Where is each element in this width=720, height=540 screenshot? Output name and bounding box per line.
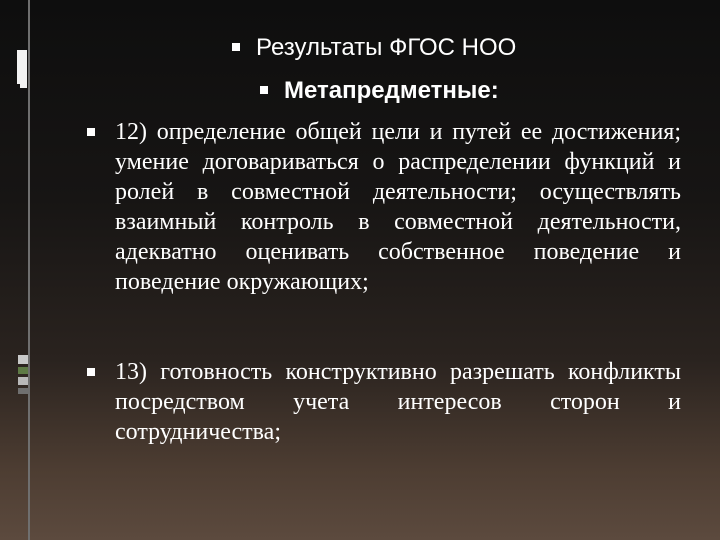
square-bullet-icon	[87, 128, 95, 136]
left-decorative-line	[28, 0, 30, 540]
decorative-block-top	[17, 50, 27, 84]
square-bullet-icon	[260, 86, 268, 94]
list-item: 13) готовность конструктивно разрешать конфликты посредством учета интересов сторон и сотрудничества;	[115, 359, 681, 445]
list-item: 12) определение общей цели и путей ее достижения; умение договариваться о распределении функций и ролей в совместной деятельности; осуществлять взаимный контроль в совместной деятельности, адекватно оценивать собственное поведение и поведение окружающих;	[115, 119, 681, 295]
decorative-block-2	[18, 367, 28, 374]
decorative-block-3	[18, 377, 28, 385]
decorative-block-4	[18, 388, 28, 394]
decorative-block-top-tab	[20, 84, 27, 88]
square-bullet-icon	[87, 368, 95, 376]
square-bullet-icon	[232, 43, 240, 51]
slide-title: Результаты ФГОС НОО	[256, 34, 517, 61]
decorative-block-1	[18, 355, 28, 364]
slide-subtitle: Метапредметные:	[284, 77, 499, 104]
